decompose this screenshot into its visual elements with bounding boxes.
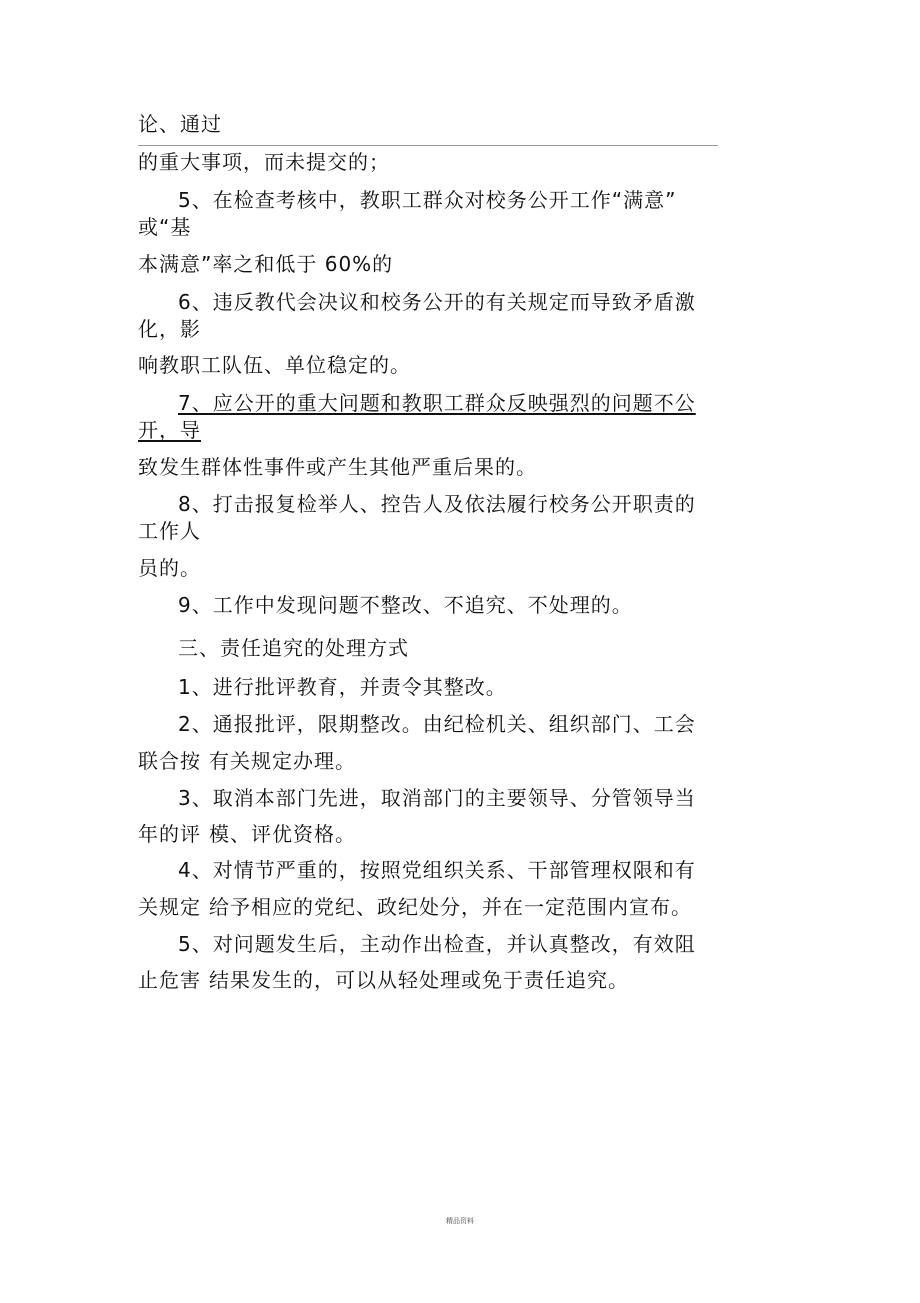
text-line: 或“基 — [138, 215, 192, 239]
line-start: 止危害 — [138, 968, 201, 992]
text-line: 开，导 — [138, 418, 201, 442]
horizontal-rule — [138, 145, 718, 146]
paragraph-item-7: 7、应公开的重大问题和教职工群众反映强烈的问题不公 — [178, 391, 696, 415]
text-line: 响教职工队伍、单位稳定的。 — [138, 353, 411, 377]
text-line: 化，影 — [138, 317, 201, 341]
line-rest: 有关规定办理。 — [209, 749, 356, 773]
measure-item-5: 5、对问题发生后，主动作出检查，并认真整改，有效阻 — [178, 932, 696, 956]
text-line — [138, 895, 692, 919]
text-line — [138, 749, 356, 773]
text-line: 本满意”率之和低于 60%的 — [138, 252, 394, 276]
text-line: 致发生群体性事件或产生其他严重后果的。 — [138, 455, 537, 479]
line-start: 年的评 — [138, 822, 201, 846]
measure-item-2: 2、通报批评，限期整改。由纪检机关、组织部门、工会 — [178, 712, 696, 736]
measure-item-1: 1、进行批评教育，并责令其整改。 — [178, 675, 507, 699]
text-line — [138, 968, 629, 992]
paragraph-item-6: 6、违反教代会决议和校务公开的有关规定而导致矛盾激 — [178, 290, 696, 314]
paragraph-item-8: 8、打击报复检举人、控告人及依法履行校务公开职责的 — [178, 492, 696, 516]
text-line: 工作人 — [138, 519, 201, 543]
line-rest: 模、评优资格。 — [209, 822, 356, 846]
measure-item-3: 3、取消本部门先进，取消部门的主要领导、分管领导当 — [178, 786, 696, 810]
text-line: 员的。 — [138, 556, 201, 580]
page-footer: 精品资料 — [446, 1217, 474, 1225]
line-start: 联合按 — [138, 749, 201, 773]
paragraph-item-9: 9、工作中发现问题不整改、不追究、不处理的。 — [178, 593, 633, 617]
section-heading: 三、责任追究的处理方式 — [178, 636, 409, 660]
paragraph-item-5: 5、在检查考核中，教职工群众对校务公开工作“满意” — [178, 188, 677, 212]
text-line: 论、通过 — [138, 112, 222, 136]
line-start: 关规定 — [138, 895, 201, 919]
text-line — [138, 822, 356, 846]
line-rest: 结果发生的，可以从轻处理或免于责任追究。 — [209, 968, 629, 992]
line-rest: 给予相应的党纪、政纪处分，并在一定范围内宣布。 — [209, 895, 692, 919]
measure-item-4: 4、对情节严重的，按照党组织关系、干部管理权限和有 — [178, 858, 696, 882]
text-line: 的重大事项，而未提交的； — [138, 150, 390, 174]
